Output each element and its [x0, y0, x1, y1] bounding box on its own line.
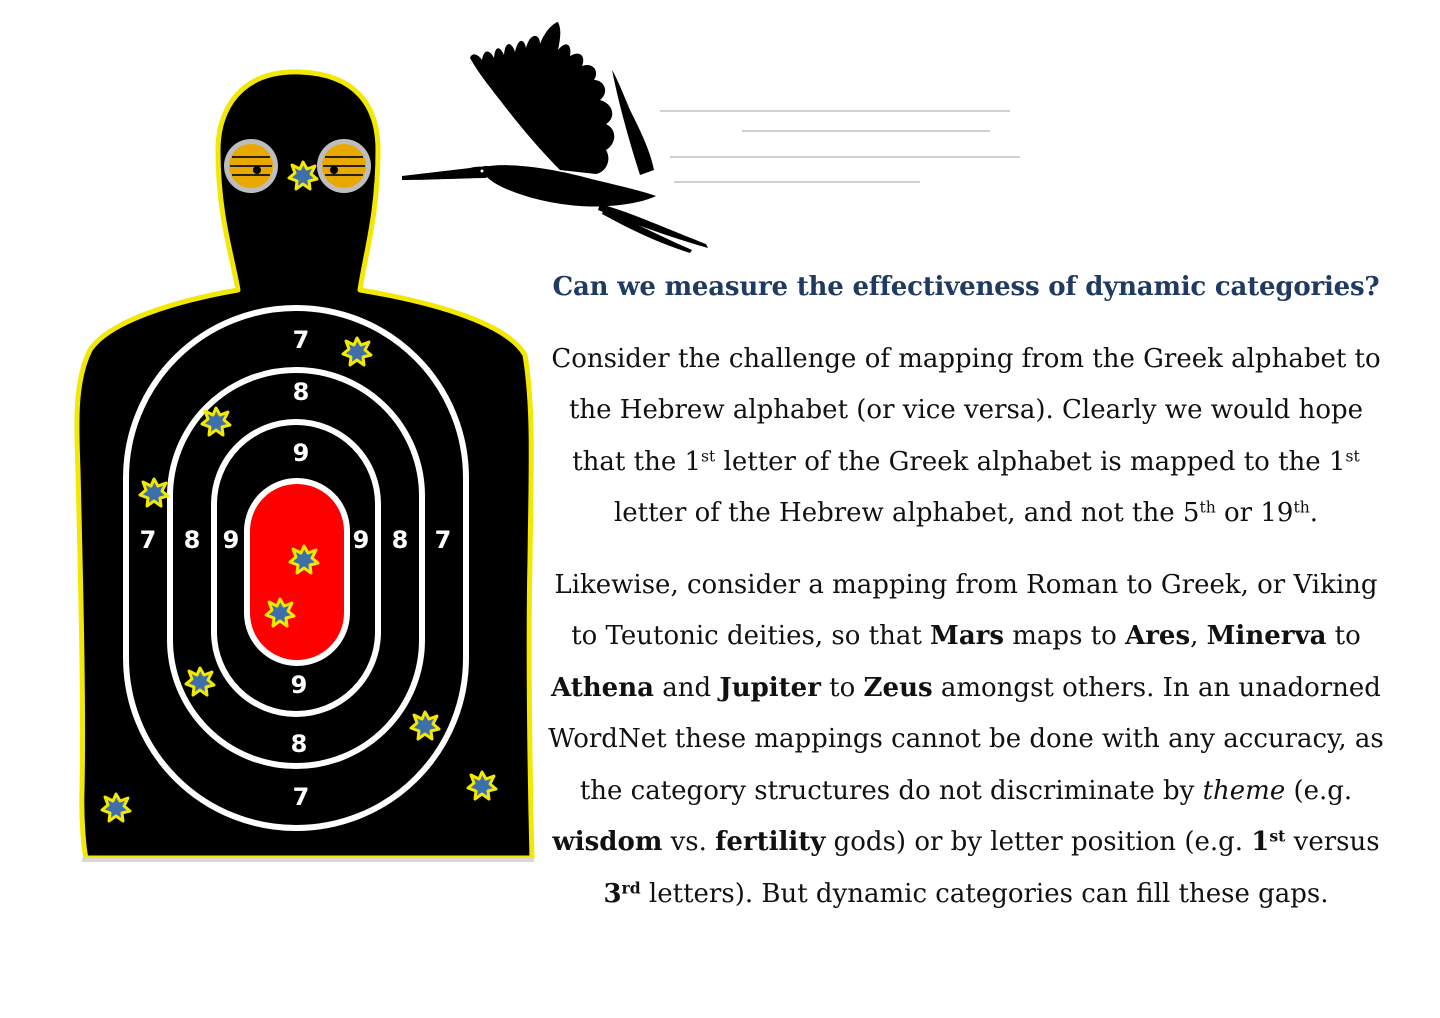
ring-label-7-top: 7	[292, 326, 310, 354]
paragraph-1: Consider the challenge of mapping from the Greek alphabet to the Hebrew alphabet (or vice versa). Clearly we would hope that the 1st letter of the Greek alphabet is mapped to the 1st letter of the Hebrew alphabet, and not the 5th or 19th.	[551, 343, 1381, 528]
ring-label-7-left: 7	[139, 526, 157, 554]
term-fertility: fertility	[715, 827, 826, 857]
term-zeus: Zeus	[863, 672, 933, 703]
bird-silhouette-icon	[402, 22, 708, 253]
term-minerva: Minerva	[1206, 621, 1327, 651]
term-ares: Ares	[1125, 621, 1191, 651]
term-mars: Mars	[930, 621, 1005, 651]
term-third: 3rd	[603, 877, 641, 909]
heading: Can we measure the effectiveness of dynamic categories?	[552, 272, 1380, 302]
ring-label-9-left: 9	[222, 526, 240, 554]
main-text	[548, 262, 1384, 920]
ring-label-9-right: 9	[352, 526, 370, 554]
ring-label-8-right: 8	[391, 526, 409, 554]
term-jupiter: Jupiter	[719, 672, 821, 703]
ring-label-8-left: 8	[183, 526, 201, 554]
term-first: 1st	[1251, 826, 1286, 857]
ring-label-8-top: 8	[292, 378, 310, 406]
ring-label-9-top: 9	[292, 439, 310, 467]
term-wisdom: wisdom	[552, 827, 663, 857]
ring-label-9-bottom: 9	[290, 671, 308, 699]
speed-lines	[660, 111, 1020, 182]
paragraph-2: Likewise, consider a mapping from Roman to Greek, or Viking to Teutonic deities, so that Mars maps to Ares, Minerva to Athena and Jupiter to Zeus amongst others. In an unadorned WordNet these mappings cannot be done with any accuracy, as the category structures do not discriminate by theme (e.g. wisdom vs. fertility gods) or by letter position (e.g. 1st versus 3rd letters). But dynamic categories can fill these gaps.	[548, 569, 1384, 909]
flying-bird-illustration	[0, 0, 1040, 260]
term-athena: Athena	[551, 672, 654, 703]
term-theme: theme	[1202, 775, 1286, 806]
ring-label-8-bottom: 8	[290, 730, 308, 758]
ring-label-7-bottom: 7	[292, 783, 310, 811]
ring-label-7-right: 7	[434, 526, 452, 554]
